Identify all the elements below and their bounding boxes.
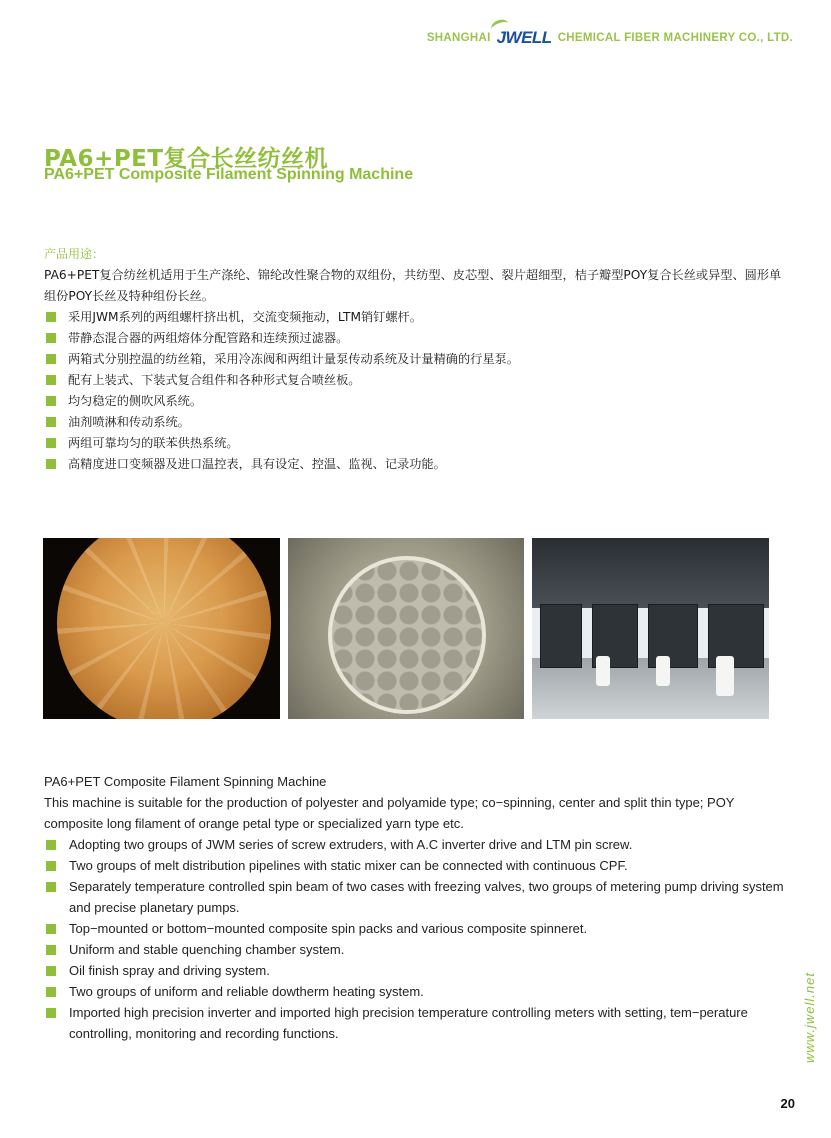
- list-item: [44, 328, 784, 349]
- bullet-text: 均匀稳定的侧吹风系统。: [68, 394, 203, 408]
- bullet-square-icon: [46, 438, 56, 448]
- title-english: PA6+PET Composite Filament Spinning Machine: [44, 166, 414, 183]
- bullet-square-icon: [46, 354, 56, 364]
- list-item: [44, 855, 784, 876]
- list-item: [44, 412, 784, 433]
- list-item: [44, 349, 784, 370]
- en-heading: PA6+PET Composite Filament Spinning Machine: [44, 774, 327, 789]
- cn-intro: PA6+PET复合纺丝机适用于生产涤纶、锦纶改性聚合物的双组份，共纺型、皮芯型、裂片超细型，桔子瓣型POY复合长丝或异型、圆形单组份POY长丝及特种组份长丝。: [44, 268, 782, 303]
- header-company: CHEMICAL FIBER MACHINERY CO., LTD.: [557, 32, 793, 44]
- cn-bullet-list: [44, 307, 784, 475]
- en-intro: This machine is suitable for the production of polyester and polyamide type; co−spinning, center and split thin type; POY composite long filament of orange petal type or specialized yarn type etc.: [44, 795, 735, 831]
- list-item: [44, 1002, 784, 1044]
- list-item: [44, 834, 784, 855]
- bullet-square-icon: [46, 417, 56, 427]
- bullet-square-icon: [46, 1008, 56, 1018]
- bullet-text: 带静态混合器的两组熔体分配管路和连续预过滤器。: [68, 331, 349, 345]
- bullet-square-icon: [46, 882, 56, 892]
- bullet-square-icon: [46, 861, 56, 871]
- bullet-text: Two groups of melt distribution pipelines with static mixer can be connected with continuous CPF.: [69, 858, 628, 873]
- list-item: [44, 454, 784, 475]
- bullet-square-icon: [46, 396, 56, 406]
- bullet-text: 油剂喷淋和传动系统。: [68, 415, 190, 429]
- list-item: [44, 981, 784, 1002]
- winder-unit: [540, 604, 582, 668]
- list-item: [44, 391, 784, 412]
- bullet-square-icon: [46, 312, 56, 322]
- list-item: [44, 918, 784, 939]
- website-url: www.jwell.net: [802, 972, 817, 1064]
- bullet-text: 采用JWM系列的两组螺杆挤出机，交流变频拖动，LTM销钉螺杆。: [68, 310, 422, 324]
- filament-bundle-photo: [288, 538, 524, 719]
- bullet-square-icon: [46, 459, 56, 469]
- bullet-square-icon: [46, 945, 56, 955]
- machine-roof: [532, 538, 769, 608]
- chinese-description: [44, 244, 784, 475]
- page-header: [427, 28, 793, 48]
- fiber-cross-section-photo: [43, 538, 280, 719]
- bullet-text: Imported high precision inverter and imported high precision temperature controlling meters with setting, tem−perature controlling, monitoring and recording functions.: [69, 1005, 748, 1041]
- list-item: [44, 307, 784, 328]
- list-item: [44, 370, 784, 391]
- en-bullet-list: [44, 834, 784, 1044]
- logo-text: JWELL: [496, 28, 552, 47]
- photo-strip: [43, 538, 769, 719]
- bullet-text: 两箱式分别控温的纺丝箱，采用冷冻阀和两组计量泵传动系统及计量精确的行星泵。: [68, 352, 519, 366]
- list-item: [44, 433, 784, 454]
- bullet-text: Oil finish spray and driving system.: [69, 963, 270, 978]
- bullet-square-icon: [46, 966, 56, 976]
- jwell-logo: [495, 28, 554, 48]
- bullet-text: Uniform and stable quenching chamber system.: [69, 942, 345, 957]
- bullet-square-icon: [46, 375, 56, 385]
- spinning-machine-photo: [532, 538, 769, 719]
- filament-bundle-disc: [328, 556, 486, 714]
- page-number: 20: [780, 1096, 795, 1111]
- orange-petal-fiber-disc: [57, 538, 271, 719]
- bullet-text: Top−mounted or bottom−mounted composite spin packs and various composite spinneret.: [69, 921, 588, 936]
- header-city: SHANGHAI: [426, 32, 491, 44]
- yarn-spool: [596, 656, 610, 686]
- bullet-text: Separately temperature controlled spin beam of two cases with freezing valves, two groups of metering pump driving system and precise planetary pumps.: [69, 879, 784, 915]
- bullet-text: Adopting two groups of JWM series of screw extruders, with A.C inverter drive and LTM pin screw.: [69, 837, 633, 852]
- bullet-text: 两组可靠均匀的联苯供热系统。: [68, 436, 239, 450]
- bullet-text: 配有上装式、下装式复合组件和各种形式复合喷丝板。: [68, 373, 361, 387]
- bullet-square-icon: [46, 840, 56, 850]
- bullet-square-icon: [46, 333, 56, 343]
- title-chinese: PA6+PET复合长丝纺丝机: [44, 146, 329, 172]
- usage-label: 产品用途：: [44, 247, 105, 261]
- yarn-spool: [656, 656, 670, 686]
- bullet-text: 高精度进口变频器及进口温控表，具有设定、控温、监视、记录功能。: [68, 457, 446, 471]
- bullet-text: Two groups of uniform and reliable dowtherm heating system.: [69, 984, 424, 999]
- bullet-square-icon: [46, 987, 56, 997]
- list-item: [44, 960, 784, 981]
- english-description: [44, 771, 784, 1044]
- list-item: [44, 939, 784, 960]
- list-item: [44, 876, 784, 918]
- bullet-square-icon: [46, 924, 56, 934]
- yarn-spool: [716, 656, 734, 696]
